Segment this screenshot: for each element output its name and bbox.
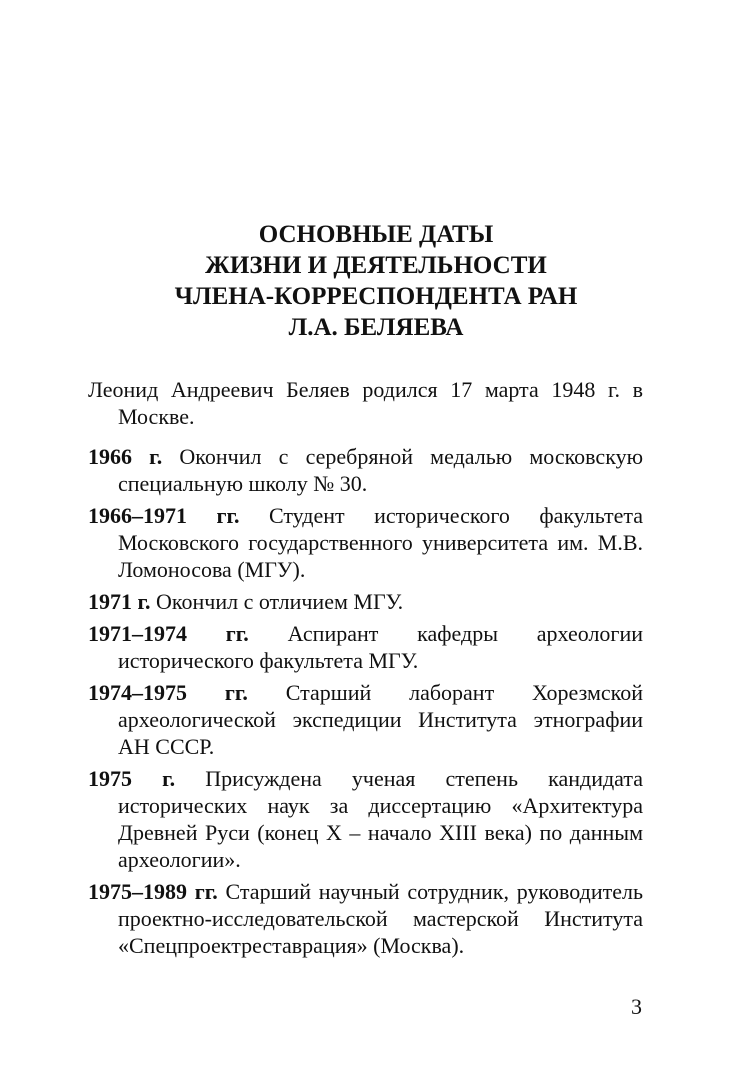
entry-text: Старший лаборант Хорезмской археологической экспедиции Института этнографии АН СССР.: [118, 680, 643, 759]
page-title: [0, 219, 752, 343]
chronology-entry: [88, 765, 643, 873]
entry-date: 1966–1971 гг.: [88, 503, 240, 528]
entry-date: 1975–1989 гг.: [88, 879, 218, 904]
entry-text: Присуждена ученая степень кандидата исторических наук за диссертацию «Архитектура Древней Руси (конец X – начало XIII века) по данным археологии».: [118, 766, 644, 872]
chronology-entry: [88, 679, 643, 760]
entry-date: 1966 г.: [88, 444, 163, 469]
page-number: 3: [631, 994, 642, 1019]
title-line: ЖИЗНИ И ДЕЯТЕЛЬНОСТИ: [205, 252, 547, 279]
title-line: ОСНОВНЫЕ ДАТЫ: [258, 221, 494, 248]
entry-text: Студент исторического факультета Московского государственного университета им. М.В. Ломоносова (МГУ).: [118, 503, 643, 582]
entry-text: Окончил с отличием МГУ.: [156, 589, 404, 614]
entry-date: 1971–1974 гг.: [88, 621, 249, 646]
entry-date: 1974–1975 гг.: [88, 680, 248, 705]
title-line: Л.А. БЕЛЯЕВА: [288, 314, 464, 341]
entry-text: Старший научный сотрудник, руководитель проектно-исследовательской мастерской Института «Спецпроектреставрация» (Москва).: [118, 879, 644, 958]
chronology-entry: [88, 588, 643, 615]
chronology-list: [88, 443, 643, 964]
chronology-entry: [88, 878, 643, 959]
chronology-entry: [88, 502, 643, 583]
chronology-entry: [88, 620, 643, 674]
title-line: ЧЛЕНА-КОРРЕСПОНДЕНТА РАН: [174, 283, 578, 310]
entry-text: Окончил с серебряной медалью московскую специальную школу № 30.: [118, 444, 644, 496]
intro-paragraph: Леонид Андреевич Беляев родился 17 марта 1948 г. в Москве.: [88, 377, 643, 429]
entry-date: 1971 г.: [88, 589, 151, 614]
entry-text: Аспирант кафедры археологии исторического факультета МГУ.: [118, 621, 643, 673]
chronology-entry: [88, 443, 643, 497]
entry-date: 1975 г.: [88, 766, 176, 791]
